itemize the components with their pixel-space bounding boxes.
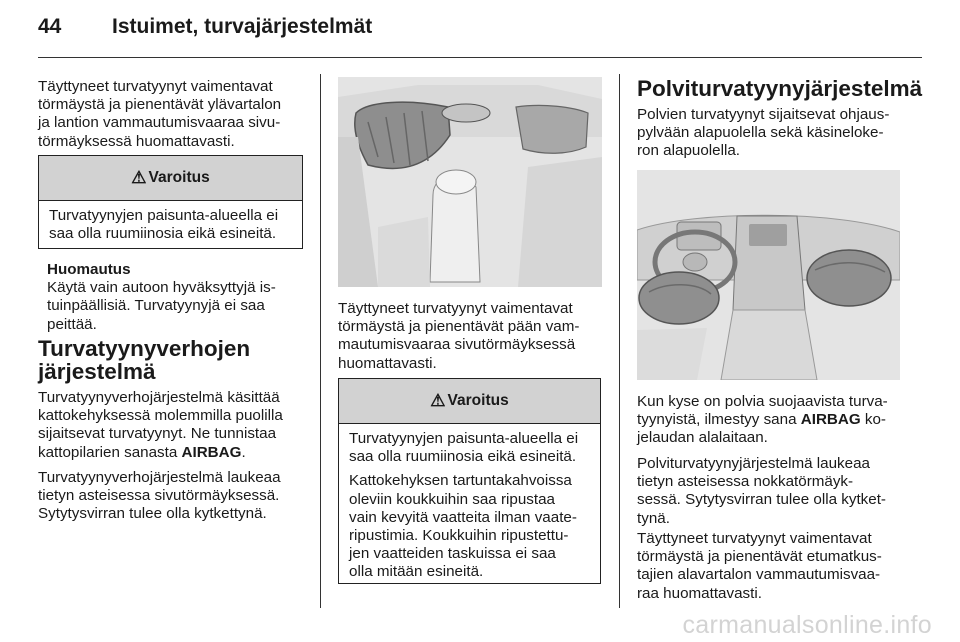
warning-text-1: Turvatyynyjen paisunta-alueella ei saa olla ruumiinosia eikä esineitä. — [349, 430, 579, 466]
left-intro: Täyttyneet turvatyynyt vaimentavat törmäystä ja pienentävät ylävartalon ja lantion vammautumisvaaraa sivu- törmäyksessä huomattavasti. — [38, 78, 282, 150]
section-title-knee: Polviturvatyynyjärjestelmä — [637, 76, 923, 101]
knee-paragraph-1: Kun kyse on polvia suojaavista turva- tyynyistä, ilmestyy sana AIRBAG ko- jelaudan alalaitaan. — [637, 393, 888, 447]
page-header-title: Istuimet, turvajärjestelmät — [112, 15, 373, 38]
curtain-paragraph-2: Turvatyynyverhojärjestelmä laukeaa tietyn asteisessa sivutörmäyksessä. Sytytysvirran tulee olla kytkettynä. — [38, 469, 281, 523]
knee-intro: Polvien turvatyynyt sijaitsevat ohjaus- pylvään alapuolella sekä käsineloke- ron alapuolella. — [637, 106, 890, 160]
section-title-curtain: Turvatyynyverhojen järjestelmä — [38, 336, 251, 384]
page-number: 44 — [38, 15, 62, 38]
note-title: Huomautus — [47, 261, 131, 278]
header-rule — [38, 57, 922, 58]
warning-header — [339, 379, 600, 424]
warning-text: Turvatyynyjen paisunta-alueella ei — [49, 207, 279, 224]
warning-title: Varoitus — [447, 392, 509, 409]
warning-triangle-icon: ⚠ — [131, 168, 147, 187]
warning-box-middle — [338, 378, 601, 584]
warning-title: Varoitus — [148, 169, 210, 186]
airbag-label: AIRBAG — [181, 443, 242, 461]
warning-box-left — [38, 155, 303, 249]
curtain-airbag-image — [338, 77, 602, 287]
airbag-label: AIRBAG — [800, 411, 861, 429]
knee-airbag-image — [637, 170, 900, 380]
watermark: carmanualsonline.info — [682, 611, 932, 639]
curtain-paragraph-1: Turvatyynyverhojärjestelmä käsittää kattokehyksessä molemmilla puolilla sijaitsevat turvatyynyt. Ne tunnistaa kattopilarien sanasta AIRBAG. — [38, 389, 283, 461]
warning-text-2: Kattokehyksen tartuntakahvoissa oleviin koukkuihin saa ripustaa vain kevyitä vaatteita ilman vaate- ripustimia. Koukkuihin ripustettu- jen vaatteiden taskuissa ei saa olla mitään esineitä. — [349, 472, 577, 581]
middle-caption: Täyttyneet turvatyynyt vaimentavat törmäystä ja pienentävät pään vam- mautumisvaaraa sivutörmäyksessä huomattavasti. — [338, 300, 580, 372]
warning-header — [39, 156, 302, 201]
warning-triangle-icon: ⚠ — [430, 391, 446, 410]
column-divider-right — [619, 74, 620, 608]
knee-paragraph-3: Täyttyneet turvatyynyt vaimentavat törmäystä ja pienentävät etumatkus- tajien alavartalon vammautumisvaa- raa huomattavasti. — [637, 530, 882, 602]
column-divider-left — [320, 74, 321, 608]
warning-text: saa olla ruumiinosia eikä esineitä. — [49, 225, 277, 243]
knee-paragraph-2: Polviturvatyynyjärjestelmä laukeaa tietyn asteisessa nokkatörmäyk- sessä. Sytytysvirran tulee olla kytket- tynä. — [637, 455, 886, 527]
note-block: Huomautus Käytä vain autoon hyväksyttyjä is- tuinpäällisiä. Turvatyynyjä ei saa peittää. — [47, 261, 307, 334]
curtain-airbag-illustration — [338, 77, 602, 287]
knee-airbag-illustration — [637, 170, 900, 380]
